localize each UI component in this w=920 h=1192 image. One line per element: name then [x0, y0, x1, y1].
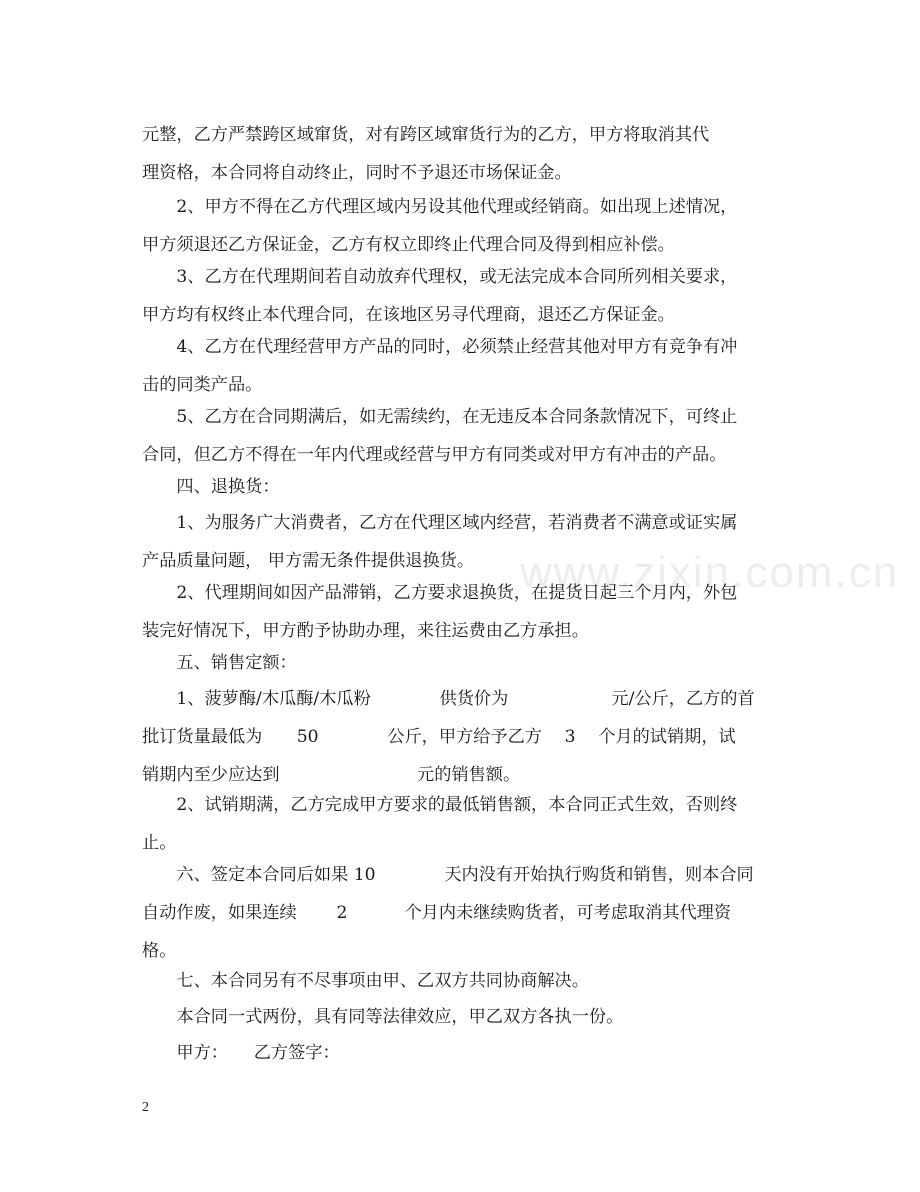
paragraph — [142, 856, 782, 970]
paragraph — [142, 504, 782, 580]
paragraph — [142, 116, 782, 192]
text-line: 五、销售定额： — [142, 653, 297, 673]
text-line: 产品质量问题， 甲方需无条件提供退换货。 — [142, 551, 475, 571]
text-line: 合同，但乙方不得在一年内代理或经营与甲方有同类或对甲方有冲击的产品。 — [142, 445, 727, 465]
paragraph — [142, 398, 782, 474]
text-line: 1、菠萝酶/木瓜酶/木瓜粉 供货价为 元/公斤，乙方的首 — [142, 689, 755, 709]
text-line: 七、本合同另有不尽事项由甲、乙双方共同协商解决。 — [142, 971, 589, 991]
paragraph — [142, 998, 782, 1036]
text-line: 止。 — [142, 833, 177, 853]
watermark: www.zixin.com.cn — [520, 548, 900, 597]
section-heading — [142, 644, 782, 682]
paragraph — [142, 786, 782, 862]
text-line: 2、甲方不得在乙方代理区域内另设其他代理或经销商。如出现上述情况， — [142, 197, 738, 217]
paragraph — [142, 328, 782, 404]
text-line: 自动作废，如果连续 2 个月内未继续购货者，可考虑取消其代理资 — [142, 903, 732, 923]
text-line: 装完好情况下，甲方酌予协助办理，来往运费由乙方承担。 — [142, 621, 589, 641]
text-line: 甲方： 乙方签字： — [142, 1043, 340, 1063]
text-line: 5、乙方在合同期满后，如无需续约，在无违反本合同条款情况下，可终止 — [142, 407, 738, 427]
text-line: 甲方均有权终止本代理合同，在该地区另寻代理商，退还乙方保证金。 — [142, 305, 675, 325]
page-number: 2 — [142, 1100, 149, 1115]
paragraph — [142, 574, 782, 650]
text-line: 批订货量最低为 50 公斤，甲方给予乙方 3 个月的试销期，试 — [142, 727, 736, 747]
paragraph — [142, 258, 782, 334]
text-line: 六、签定本合同后如果 10 天内没有开始执行购货和销售，则本合同 — [142, 865, 754, 885]
paragraph — [142, 680, 782, 794]
text-line: 四、退换货： — [142, 477, 280, 497]
text-line: 4、乙方在代理经营甲方产品的同时，必须禁止经营其他对甲方有竞争有冲 — [142, 337, 738, 357]
text-line: 1、为服务广大消费者，乙方在代理区域内经营，若消费者不满意或证实属 — [142, 513, 738, 533]
text-line: 3、乙方在代理期间若自动放弃代理权，或无法完成本合同所列相关要求， — [142, 267, 738, 287]
text-line: 格。 — [142, 941, 177, 961]
text-line: 击的同类产品。 — [142, 375, 263, 395]
text-line: 销期内至少应达到 元的销售额。 — [142, 765, 521, 785]
text-line: 甲方须退还乙方保证金，乙方有权立即终止代理合同及得到相应补偿。 — [142, 235, 675, 255]
paragraph — [142, 188, 782, 264]
section-heading — [142, 468, 782, 506]
text-line: 2、试销期满，乙方完成甲方要求的最低销售额，本合同正式生效，否则终 — [142, 795, 738, 815]
text-line: 2、代理期间如因产品滞销，乙方要求退换货，在提货日起三个月内，外包 — [142, 583, 738, 603]
paragraph — [142, 962, 782, 1000]
text-line: 本合同一式两份，具有同等法律效应，甲乙双方各执一份。 — [142, 1007, 624, 1027]
text-line: 理资格，本合同将自动终止，同时不予退还市场保证金。 — [142, 163, 572, 183]
text-line: 元整，乙方严禁跨区域窜货，对有跨区域窜货行为的乙方，甲方将取消其代 — [142, 125, 710, 145]
signature-line — [142, 1034, 782, 1072]
